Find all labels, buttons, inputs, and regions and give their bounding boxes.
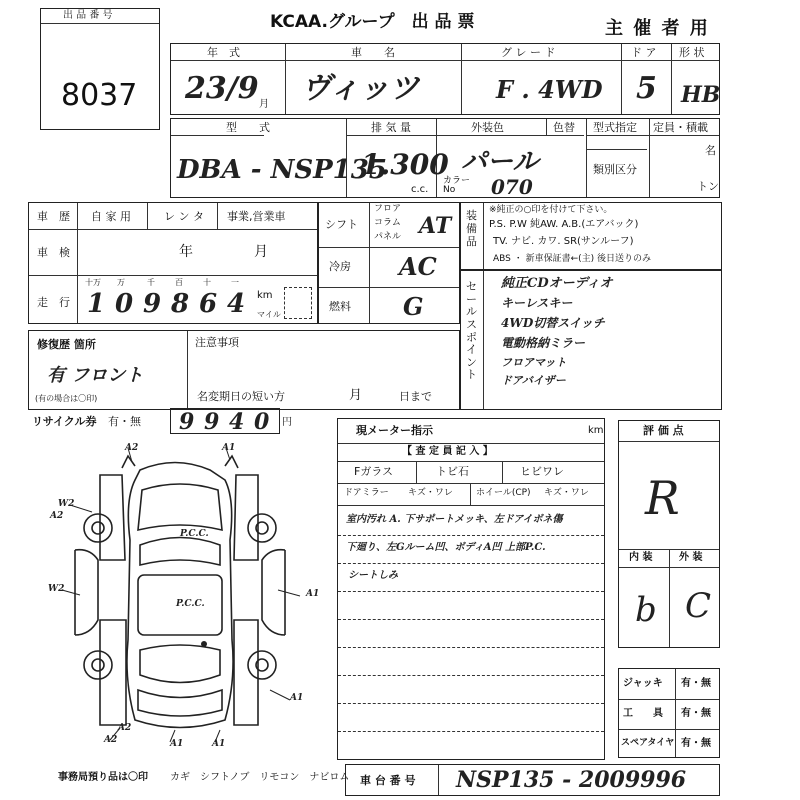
expiry-label: 名変期日の短い方 (197, 390, 285, 403)
sales-point-item: 純正CDオーディオ (501, 276, 613, 291)
inspector-note: 下廻り、左Gルーム凹、ボディA凹 上部P.C. (346, 542, 546, 553)
year-label: 年 式 (207, 46, 240, 59)
overall-grade: R (645, 471, 680, 525)
sales-point-item: ドアバイザー (501, 374, 566, 387)
exterior-label: 外 装 (679, 552, 703, 563)
mileage-unit-5: 一 (231, 278, 239, 287)
equipment-line-3: ABS ・ 新車保証書←(主) 後日送りのみ (493, 254, 652, 264)
mileage-label: 走 行 (37, 296, 70, 309)
shape-label: 形 状 (679, 46, 705, 59)
mileage-digit: 9 (143, 289, 162, 319)
grade-block (618, 420, 720, 648)
damage-mark: W2 (58, 499, 75, 509)
lot-number-value: 8037 (61, 78, 138, 113)
repair-sub-note: (有の場合は〇印) (35, 394, 98, 403)
grade-value: F . 4WD (496, 75, 603, 104)
inspector-note: 室内汚れ A. 下サポートメッキ、左ドアイボネ傷 (346, 514, 563, 525)
mileage-digit: 0 (115, 289, 134, 319)
repair-block (28, 330, 460, 410)
ac-value: AC (399, 252, 437, 281)
sales-points-label: セールスポイント (466, 280, 477, 382)
equipment-block (460, 202, 722, 270)
repair-label: 修復歴 箇所 (37, 338, 96, 351)
recycle-unit: 円 (282, 417, 292, 428)
front-glass-label: Fガラス (354, 465, 393, 478)
recycle-options[interactable]: 有・無 (108, 415, 141, 428)
kept-items: カギ シフトノブ リモコン ナビロム (170, 772, 350, 783)
equipment-line-1: P.S. P.W 純AW. A.B.(エアバック) (489, 219, 639, 230)
equipment-label: 装備品 (466, 209, 477, 249)
shift-value: AT (419, 213, 452, 239)
grade-label: 評 価 点 (643, 424, 684, 437)
displacement-label: 排 気 量 (371, 121, 411, 134)
exterior-grade: C (685, 586, 712, 626)
front-glass-option[interactable]: トビ石 (436, 465, 469, 478)
class-label: 類別区分 (593, 163, 637, 176)
lot-number-box (40, 8, 160, 130)
damage-mark: A1 (170, 739, 184, 749)
row-basic-info (170, 43, 720, 115)
row-type-info (170, 118, 720, 198)
recycle-amount-box (170, 408, 280, 434)
damage-mark: P.C.C. (176, 599, 205, 609)
history-option-rental[interactable]: レ ン タ (164, 210, 204, 223)
type-value: DBA - NSP135 (177, 155, 387, 185)
meter-label: 現メーター指示 (356, 424, 433, 437)
recycle-digit: 0 (254, 409, 270, 435)
host-label: 主 催 者 用 (605, 18, 710, 39)
mileage-digit: 6 (199, 289, 218, 319)
damage-mark: W2 (48, 584, 65, 594)
history-block (28, 202, 318, 324)
wheel-label: ホイール(CP) (476, 488, 531, 498)
color-no-label: カラー No (443, 176, 471, 195)
tools-label: 工 具 (623, 708, 663, 719)
chassis-label: 車 台 番 号 (360, 774, 416, 787)
keep-note: 事務局預り品は〇印 (58, 772, 148, 783)
jack-label: ジャッキ (623, 678, 663, 689)
equipment-note: ※純正の○印を付けて下さい。 (489, 205, 613, 215)
sales-point-item: フロアマット (501, 356, 567, 369)
mileage-digit: 1 (87, 289, 106, 319)
cc-label: c.c. (411, 184, 429, 195)
tools-options[interactable]: 有・無 (681, 708, 711, 719)
displacement-value: 1.300 (361, 148, 449, 181)
expiry-month: 月 (349, 388, 363, 403)
accessory-block (618, 668, 720, 758)
expiry-day: 日まで (399, 390, 432, 403)
recycle-digit: 9 (179, 409, 195, 435)
equipment-line-2: TV. ナビ. カワ. SR(サンルーフ) (493, 236, 634, 247)
damage-mark: A2 (118, 723, 132, 733)
grade-label: グ レ ー ド (501, 46, 556, 59)
damage-mark: A2 (50, 511, 64, 521)
front-glass-option[interactable]: ヒビワレ (520, 465, 564, 478)
mileage-unit-2: 千 (147, 278, 155, 287)
inspector-block (337, 418, 605, 760)
ac-label: 冷房 (329, 260, 351, 273)
interior-grade: b (635, 590, 657, 630)
lot-number-label: 出 品 番 号 (63, 10, 113, 21)
year-value: 23/9 (185, 71, 259, 106)
shift-label: シフト (325, 218, 358, 231)
jack-options[interactable]: 有・無 (681, 678, 711, 689)
recycle-digit: 4 (229, 409, 245, 435)
damage-mark: A2 (125, 443, 139, 453)
inspection-year: 年 (179, 244, 193, 260)
month-mark: 月 (259, 99, 269, 110)
door-mirror-label: ドアミラー (344, 488, 389, 498)
shift-option-column[interactable]: コラム (374, 218, 401, 228)
form-title: KCAA.グループ 出 品 票 (270, 12, 475, 32)
damage-mark: A1 (290, 693, 304, 703)
damage-mark: A1 (212, 739, 226, 749)
fuel-value: G (403, 292, 424, 321)
color-label: 外装色 (471, 121, 504, 134)
sales-points-block (460, 270, 722, 410)
sales-point-item: 電動格納ミラー (501, 336, 586, 350)
spare-options[interactable]: 有・無 (681, 738, 711, 749)
recycle-label: リサイクル券 (32, 415, 97, 428)
inspector-note: シートしみ (348, 570, 398, 581)
inspection-month: 月 (254, 244, 268, 260)
sales-point-item: キーレスキー (501, 296, 573, 310)
wheel-options[interactable]: キズ・ワレ (544, 488, 589, 498)
damage-mark: A1 (306, 589, 320, 599)
recycle-digit: 9 (204, 409, 220, 435)
spare-tire-label: スペアタイヤ (621, 738, 675, 748)
meter-unit: km (588, 425, 604, 436)
inspector-title: 【 査 定 員 記 入 】 (402, 446, 493, 457)
type-label: 型 式 (226, 121, 270, 134)
notice-label: 注意事項 (195, 336, 239, 349)
sales-point-item: 4WD切替スイッチ (501, 316, 605, 330)
mileage-unit-1: 万 (117, 278, 125, 287)
damage-mark: A1 (222, 443, 236, 453)
color-change-label: 色替 (553, 121, 575, 134)
model-value: ヴィッツ (301, 71, 420, 106)
mileage-unit-3: 百 (175, 278, 183, 287)
specs-block (318, 202, 460, 324)
mileage-unit-4: 十 (203, 278, 211, 287)
interior-label: 内 装 (629, 552, 653, 563)
capacity-unit-ton: トン (697, 180, 719, 193)
shift-option-floor[interactable]: フロア (374, 204, 402, 214)
chassis-number-box (345, 764, 720, 796)
capacity-unit-people: 名 (705, 144, 716, 157)
mileage-digit: 4 (227, 289, 246, 319)
door-label: ド ア (631, 46, 657, 59)
capacity-label: 定員・積載 (653, 121, 708, 134)
repair-value: 有 フロント (47, 365, 144, 386)
mileage-digit: 8 (171, 289, 190, 319)
inspection-label: 車 検 (37, 246, 70, 259)
history-option-business[interactable]: 事業,営業車 (227, 210, 286, 223)
km-label: km (257, 290, 273, 301)
chassis-value: NSP135 - 2009996 (456, 767, 687, 793)
model-label: 車 名 (351, 46, 395, 59)
door-value: 5 (636, 71, 657, 106)
damage-mark: A2 (104, 735, 118, 745)
mile-checkbox[interactable] (284, 287, 312, 319)
mileage-unit-0: 十万 (85, 278, 101, 287)
fuel-label: 燃料 (329, 300, 351, 313)
type-designation-label: 型式指定 (593, 121, 637, 134)
mile-label: マイル (257, 310, 281, 319)
color-value: パール (461, 147, 539, 177)
history-option-private[interactable]: 自 家 用 (91, 210, 131, 223)
color-no-value: 070 (491, 175, 533, 199)
history-label: 車 歴 (37, 210, 70, 223)
door-mirror-options[interactable]: キズ・ワレ (408, 488, 453, 498)
damage-mark: P.C.C. (180, 529, 209, 539)
shift-option-panel[interactable]: パネル (374, 232, 402, 242)
shape-value: HB (681, 82, 721, 108)
